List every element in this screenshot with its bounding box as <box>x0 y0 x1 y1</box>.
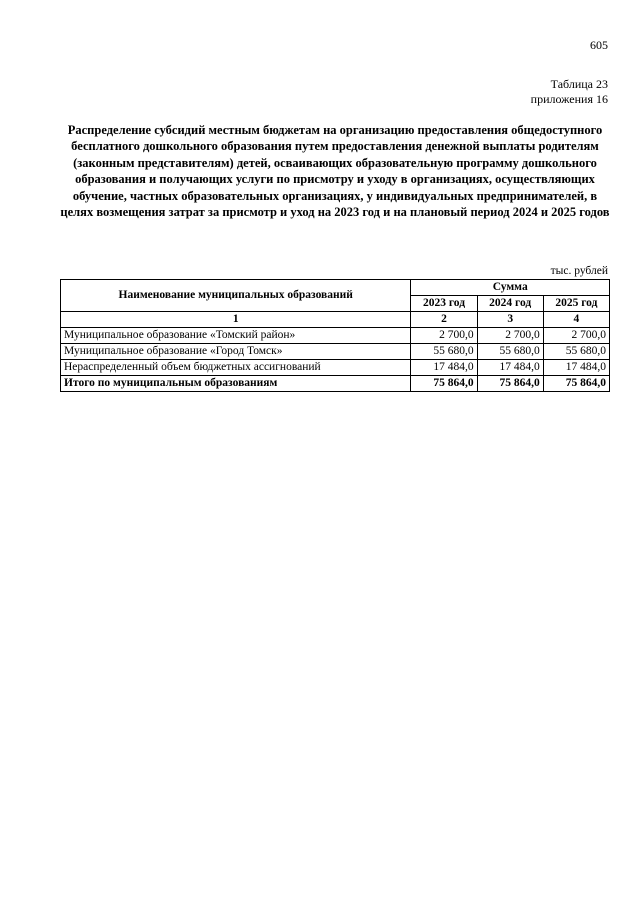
col-number-4: 4 <box>543 312 609 328</box>
row-value-2023: 17 484,0 <box>411 360 477 376</box>
header-year-2024: 2024 год <box>477 296 543 312</box>
table-row <box>61 360 610 376</box>
total-name: Итого по муниципальным образованиям <box>61 376 411 392</box>
table-ref-line2: приложения 16 <box>530 92 608 106</box>
table-row <box>61 328 610 344</box>
page-number: 605 <box>590 38 608 52</box>
document-title: Распределение субсидий местным бюджетам на организацию предоставления общедоступного бесплатного дошкольного образования путем предоставления денежной выплаты родителям (законным представителям) детей, осваивающих образовательную программу дошкольного образования и получающих услуги по присмотру и уходу в организациях, осуществляющих обучение, частных образовательных организациях, у индивидуальных предпринимателей, в целях возмещения затрат за присмотр и уход на 2023 год и на плановый период 2024 и 2025 годов <box>60 123 610 220</box>
col-number-1: 1 <box>61 312 411 328</box>
header-name: Наименование муниципальных образований <box>61 280 411 312</box>
header-sum: Сумма <box>411 280 610 296</box>
subsidy-table <box>60 279 610 392</box>
row-value-2023: 2 700,0 <box>411 328 477 344</box>
column-numbers-row <box>61 312 610 328</box>
row-name: Муниципальное образование «Город Томск» <box>61 344 411 360</box>
header-row-1 <box>61 280 610 296</box>
row-name: Муниципальное образование «Томский район» <box>61 328 411 344</box>
row-value-2023: 55 680,0 <box>411 344 477 360</box>
row-value-2025: 55 680,0 <box>543 344 609 360</box>
row-value-2025: 17 484,0 <box>543 360 609 376</box>
total-row <box>61 376 610 392</box>
total-value-2023: 75 864,0 <box>411 376 477 392</box>
total-value-2025: 75 864,0 <box>543 376 609 392</box>
table-ref-line1: Таблица 23 <box>550 77 608 91</box>
row-value-2024: 2 700,0 <box>477 328 543 344</box>
row-name: Нераспределенный объем бюджетных ассигнований <box>61 360 411 376</box>
table-row <box>61 344 610 360</box>
header-year-2025: 2025 год <box>543 296 609 312</box>
col-number-3: 3 <box>477 312 543 328</box>
row-value-2024: 55 680,0 <box>477 344 543 360</box>
units-label: тыс. рублей <box>550 265 608 277</box>
row-value-2024: 17 484,0 <box>477 360 543 376</box>
col-number-2: 2 <box>411 312 477 328</box>
row-value-2025: 2 700,0 <box>543 328 609 344</box>
total-value-2024: 75 864,0 <box>477 376 543 392</box>
header-year-2023: 2023 год <box>411 296 477 312</box>
table-reference <box>531 77 608 107</box>
